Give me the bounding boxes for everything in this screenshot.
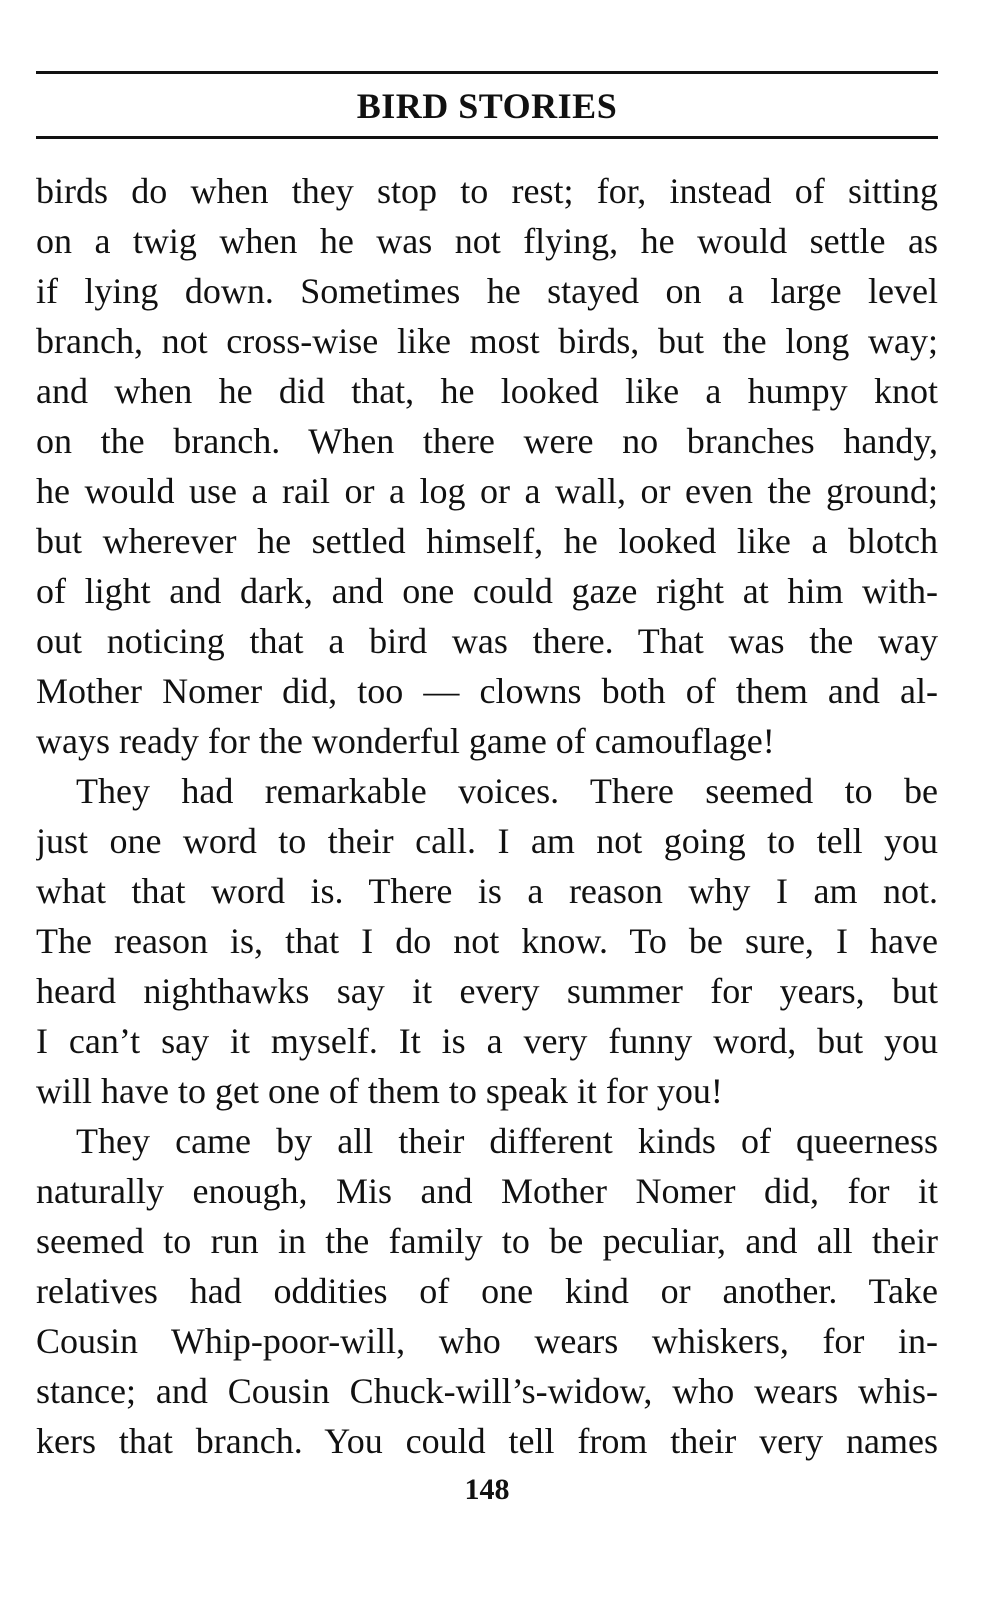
body-text	[36, 166, 938, 1466]
text-line: ways ready for the wonderful game of camouflage!	[36, 721, 775, 761]
text-line: Cousin Whip-poor-will, who wears whiskers, for in-	[36, 1321, 938, 1361]
text-line: stance; and Cousin Chuck-will’s-widow, who wears whis-	[36, 1371, 938, 1411]
text-line: but wherever he settled himself, he looked like a blotch	[36, 521, 938, 561]
header-rule-bottom	[36, 136, 938, 139]
paragraph-first-line: They came by all their different kinds of queerness	[76, 1121, 938, 1161]
text-line: on a twig when he was not flying, he would settle as	[36, 221, 938, 261]
page-number: 148	[464, 1473, 510, 1506]
text-line: naturally enough, Mis and Mother Nomer did, for it	[36, 1171, 938, 1211]
text-line: will have to get one of them to speak it for you!	[36, 1071, 723, 1111]
text-line: Mother Nomer did, too — clowns both of them and al-	[36, 671, 938, 711]
paragraph-first-line: They had remarkable voices. There seemed to be	[76, 771, 938, 811]
text-line: just one word to their call. I am not going to tell you	[36, 821, 938, 861]
text-line: what that word is. There is a reason why I am not.	[36, 871, 938, 911]
text-line: relatives had oddities of one kind or another. Take	[36, 1271, 938, 1311]
text-line: and when he did that, he looked like a humpy knot	[36, 371, 938, 411]
text-line: on the branch. When there were no branches handy,	[36, 421, 938, 461]
header-rule-top	[36, 71, 938, 74]
running-head: BIRD STORIES	[356, 86, 618, 126]
text-line: heard nighthawks say it every summer for years, but	[36, 971, 938, 1011]
text-line: birds do when they stop to rest; for, instead of sitting	[36, 171, 938, 211]
text-line: branch, not cross-wise like most birds, but the long way;	[36, 321, 938, 361]
text-line: I can’t say it myself. It is a very funny word, but you	[36, 1021, 938, 1061]
text-line: he would use a rail or a log or a wall, or even the ground;	[36, 471, 938, 511]
text-line: out noticing that a bird was there. That was the way	[36, 621, 938, 661]
text-line: of light and dark, and one could gaze right at him with-	[36, 571, 938, 611]
text-line: The reason is, that I do not know. To be sure, I have	[36, 921, 938, 961]
text-line: if lying down. Sometimes he stayed on a large level	[36, 271, 938, 311]
book-page	[36, 0, 938, 1608]
text-line: seemed to run in the family to be peculiar, and all their	[36, 1221, 938, 1261]
text-line: kers that branch. You could tell from their very names	[36, 1421, 938, 1461]
